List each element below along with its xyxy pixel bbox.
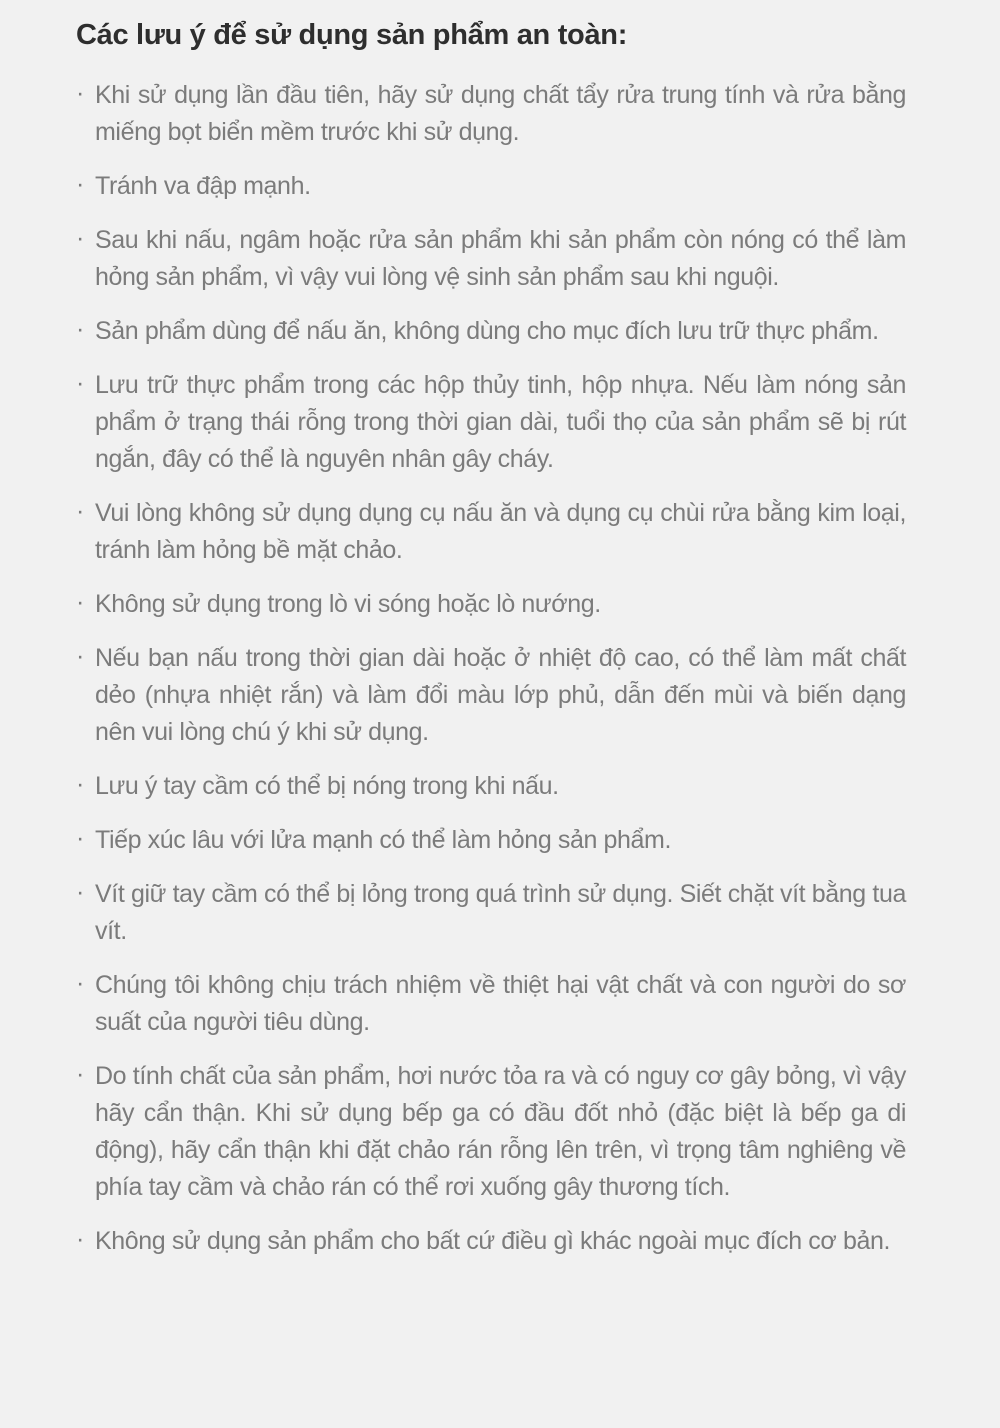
safety-note-text: Do tính chất của sản phẩm, hơi nước tỏa ra và có nguy cơ gây bỏng, vì vậy hãy cẩn thận. Khi sử dụng bếp ga có đầu đốt nhỏ (đặc biệt là bếp ga di động), hãy cẩn thận khi đặt chảo rán rỗng lên trên, vì trọng tâm nghiêng về phía tay cầm và chảo rán có thể rơi xuống gây thương tích. bbox=[95, 1061, 906, 1201]
bullet-icon: · bbox=[76, 587, 84, 616]
safety-note bbox=[76, 77, 906, 151]
bullet-icon: · bbox=[76, 314, 84, 343]
safety-note bbox=[76, 876, 906, 950]
bullet-icon: · bbox=[76, 368, 84, 397]
safety-note bbox=[76, 768, 906, 805]
safety-note bbox=[76, 640, 906, 751]
safety-note bbox=[76, 495, 906, 569]
safety-note-text: Lưu trữ thực phẩm trong các hộp thủy tinh, hộp nhựa. Nếu làm nóng sản phẩm ở trạng thái rỗng trong thời gian dài, tuổi thọ của sản phẩm sẽ bị rút ngắn, đây có thể là nguyên nhân gây cháy. bbox=[95, 370, 906, 473]
safety-note bbox=[76, 168, 906, 205]
safety-note bbox=[76, 1223, 906, 1260]
bullet-icon: · bbox=[76, 223, 84, 252]
safety-note-text: Nếu bạn nấu trong thời gian dài hoặc ở nhiệt độ cao, có thể làm mất chất dẻo (nhựa nhiệt rắn) và làm đổi màu lớp phủ, dẫn đến mùi và biến dạng nên vui lòng chú ý khi sử dụng. bbox=[95, 643, 906, 746]
bullet-icon: · bbox=[76, 78, 84, 107]
bullet-icon: · bbox=[76, 1224, 84, 1253]
bullet-icon: · bbox=[76, 968, 84, 997]
safety-note-text: Sau khi nấu, ngâm hoặc rửa sản phẩm khi sản phẩm còn nóng có thể làm hỏng sản phẩm, vì vậy vui lòng vệ sinh sản phẩm sau khi nguội. bbox=[95, 225, 906, 291]
safety-note bbox=[76, 822, 906, 859]
page-title: Các lưu ý để sử dụng sản phẩm an toàn: bbox=[76, 19, 628, 51]
safety-note-text: Lưu ý tay cầm có thể bị nóng trong khi nấu. bbox=[95, 771, 559, 800]
safety-note-text: Vít giữ tay cầm có thể bị lỏng trong quá trình sử dụng. Siết chặt vít bằng tua vít. bbox=[95, 879, 906, 945]
bullet-icon: · bbox=[76, 823, 84, 852]
safety-note bbox=[76, 367, 906, 478]
bullet-icon: · bbox=[76, 496, 84, 525]
safety-note-text: Tránh va đập mạnh. bbox=[95, 171, 311, 200]
safety-note bbox=[76, 1058, 906, 1206]
safety-notes-list bbox=[76, 77, 906, 1260]
safety-note bbox=[76, 967, 906, 1041]
safety-note bbox=[76, 586, 906, 623]
safety-note bbox=[76, 222, 906, 296]
safety-note-text: Vui lòng không sử dụng dụng cụ nấu ăn và dụng cụ chùi rửa bằng kim loại, tránh làm hỏng bề mặt chảo. bbox=[95, 498, 906, 564]
safety-note-text: Tiếp xúc lâu với lửa mạnh có thể làm hỏng sản phẩm. bbox=[95, 825, 671, 854]
safety-note-text: Không sử dụng sản phẩm cho bất cứ điều gì khác ngoài mục đích cơ bản. bbox=[95, 1226, 890, 1255]
bullet-icon: · bbox=[76, 169, 84, 198]
safety-note-text: Sản phẩm dùng để nấu ăn, không dùng cho mục đích lưu trữ thực phẩm. bbox=[95, 316, 879, 345]
bullet-icon: · bbox=[76, 877, 84, 906]
bullet-icon: · bbox=[76, 769, 84, 798]
safety-note-text: Chúng tôi không chịu trách nhiệm về thiệt hại vật chất và con người do sơ suất của người tiêu dùng. bbox=[95, 970, 906, 1036]
bullet-icon: · bbox=[76, 1059, 84, 1088]
safety-note-text: Không sử dụng trong lò vi sóng hoặc lò nướng. bbox=[95, 589, 601, 618]
safety-note-text: Khi sử dụng lần đầu tiên, hãy sử dụng chất tẩy rửa trung tính và rửa bằng miếng bọt biển mềm trước khi sử dụng. bbox=[95, 80, 906, 146]
bullet-icon: · bbox=[76, 641, 84, 670]
safety-note bbox=[76, 313, 906, 350]
